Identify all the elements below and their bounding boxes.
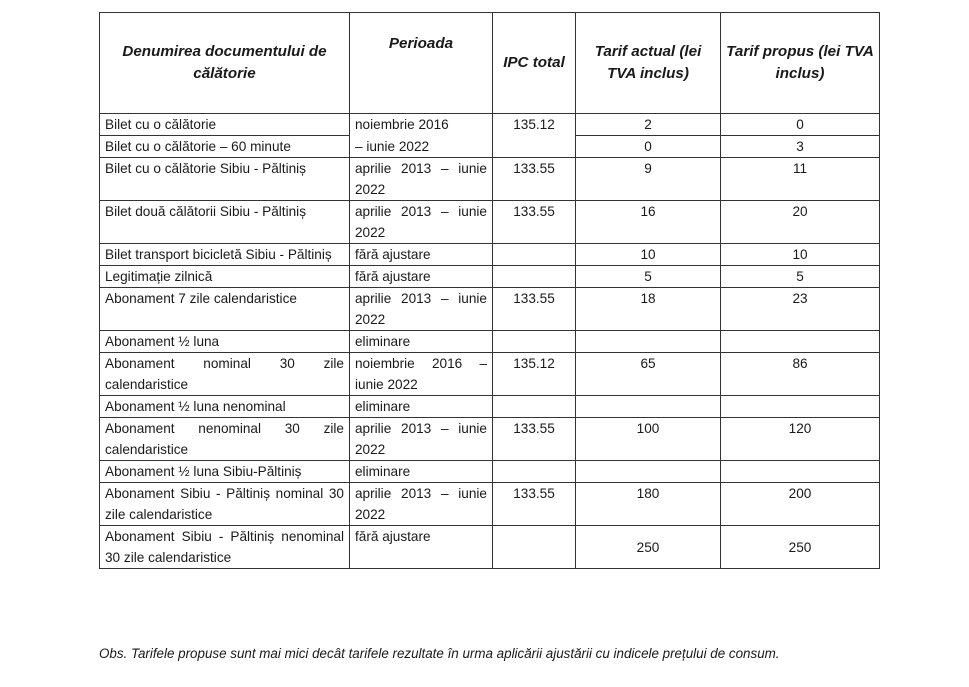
period-cell: eliminare [350, 396, 493, 418]
header-document-name: Denumirea documentului de călătorie [100, 13, 350, 114]
document-name-cell: Legitimație zilnică [100, 266, 350, 288]
table-row [100, 396, 880, 418]
document-name-cell: Abonament Sibiu - Păltiniș nominal 30 zile calendaristice [100, 483, 350, 526]
period-cell: aprilie 2013 – iunie 2022 [350, 288, 493, 331]
ipc-cell [493, 331, 576, 353]
ipc-cell: 135.12 [493, 353, 576, 396]
document-name-cell: Abonament ½ luna [100, 331, 350, 353]
ipc-cell: 133.55 [493, 158, 576, 201]
ipc-cell: 133.55 [493, 418, 576, 461]
proposed-tariff-cell: 0 [721, 114, 880, 136]
table-row [100, 526, 880, 569]
ipc-cell: 133.55 [493, 288, 576, 331]
table-row [100, 288, 880, 331]
ipc-cell [493, 396, 576, 418]
period-cell: eliminare [350, 461, 493, 483]
ipc-cell [493, 266, 576, 288]
proposed-tariff-cell [721, 396, 880, 418]
ipc-cell: 133.55 [493, 201, 576, 244]
tariff-table [99, 12, 880, 569]
proposed-tariff-cell: 23 [721, 288, 880, 331]
current-tariff-cell: 5 [576, 266, 721, 288]
document-name-cell: Abonament Sibiu - Păltiniș nenominal 30 zile calendaristice [100, 526, 350, 569]
table-row [100, 353, 880, 396]
current-tariff-cell: 10 [576, 244, 721, 266]
table-row [100, 461, 880, 483]
period-cell: aprilie 2013 – iunie 2022 [350, 158, 493, 201]
table-row [100, 418, 880, 461]
ipc-cell [493, 526, 576, 569]
period-cell: noiembrie 2016 [350, 114, 493, 136]
period-cell: eliminare [350, 331, 493, 353]
current-tariff-cell [576, 461, 721, 483]
current-tariff-cell: 2 [576, 114, 721, 136]
period-cell: fără ajustare [350, 266, 493, 288]
document-name-cell: Abonament ½ luna nenominal [100, 396, 350, 418]
ipc-cell: 133.55 [493, 483, 576, 526]
table-row [100, 136, 880, 158]
proposed-tariff-cell [721, 461, 880, 483]
document-name-cell: Abonament 7 zile calendaristice [100, 288, 350, 331]
table-row [100, 331, 880, 353]
current-tariff-cell [576, 331, 721, 353]
table-row [100, 201, 880, 244]
document-name-cell: Bilet transport bicicletă Sibiu - Păltiniș [100, 244, 350, 266]
proposed-tariff-cell: 10 [721, 244, 880, 266]
current-tariff-cell: 100 [576, 418, 721, 461]
header-ipc: IPC total [493, 13, 576, 114]
table-row [100, 114, 880, 136]
header-row [100, 13, 880, 114]
table-row [100, 158, 880, 201]
current-tariff-cell: 250 [576, 526, 721, 569]
proposed-tariff-cell: 11 [721, 158, 880, 201]
proposed-tariff-cell: 5 [721, 266, 880, 288]
period-cell: noiembrie 2016 – iunie 2022 [350, 353, 493, 396]
current-tariff-cell: 9 [576, 158, 721, 201]
current-tariff-cell [576, 396, 721, 418]
document-name-cell: Bilet cu o călătorie – 60 minute [100, 136, 350, 158]
table-row [100, 244, 880, 266]
footnote: Obs. Tarifele propuse sunt mai mici decât tarifele rezultate în urma aplicării ajustării cu indicele prețului de consum. [99, 646, 780, 661]
proposed-tariff-cell: 86 [721, 353, 880, 396]
document-name-cell: Bilet cu o călătorie [100, 114, 350, 136]
ipc-cell [493, 461, 576, 483]
ipc-cell: 135.12 [493, 114, 576, 136]
current-tariff-cell: 16 [576, 201, 721, 244]
proposed-tariff-cell [721, 331, 880, 353]
current-tariff-cell: 180 [576, 483, 721, 526]
period-cell: fără ajustare [350, 244, 493, 266]
proposed-tariff-cell: 200 [721, 483, 880, 526]
current-tariff-cell: 65 [576, 353, 721, 396]
header-proposed-tariff: Tarif propus (lei TVA inclus) [721, 13, 880, 114]
ipc-cell [493, 244, 576, 266]
current-tariff-cell: 18 [576, 288, 721, 331]
period-cell: aprilie 2013 – iunie 2022 [350, 483, 493, 526]
document-name-cell: Abonament nenominal 30 zile calendaristice [100, 418, 350, 461]
header-period: Perioada [350, 13, 493, 114]
document-name-cell: Abonament nominal 30 zile calendaristice [100, 353, 350, 396]
table-row [100, 266, 880, 288]
period-cell: – iunie 2022 [350, 136, 493, 158]
header-current-tariff: Tarif actual (lei TVA inclus) [576, 13, 721, 114]
current-tariff-cell: 0 [576, 136, 721, 158]
ipc-cell [493, 136, 576, 158]
period-cell: fără ajustare [350, 526, 493, 569]
proposed-tariff-cell: 3 [721, 136, 880, 158]
proposed-tariff-cell: 20 [721, 201, 880, 244]
proposed-tariff-cell: 120 [721, 418, 880, 461]
period-cell: aprilie 2013 – iunie 2022 [350, 201, 493, 244]
period-cell: aprilie 2013 – iunie 2022 [350, 418, 493, 461]
document-name-cell: Bilet două călătorii Sibiu - Păltiniș [100, 201, 350, 244]
document-name-cell: Abonament ½ luna Sibiu-Păltiniș [100, 461, 350, 483]
proposed-tariff-cell: 250 [721, 526, 880, 569]
table-row [100, 483, 880, 526]
document-name-cell: Bilet cu o călătorie Sibiu - Păltiniș [100, 158, 350, 201]
